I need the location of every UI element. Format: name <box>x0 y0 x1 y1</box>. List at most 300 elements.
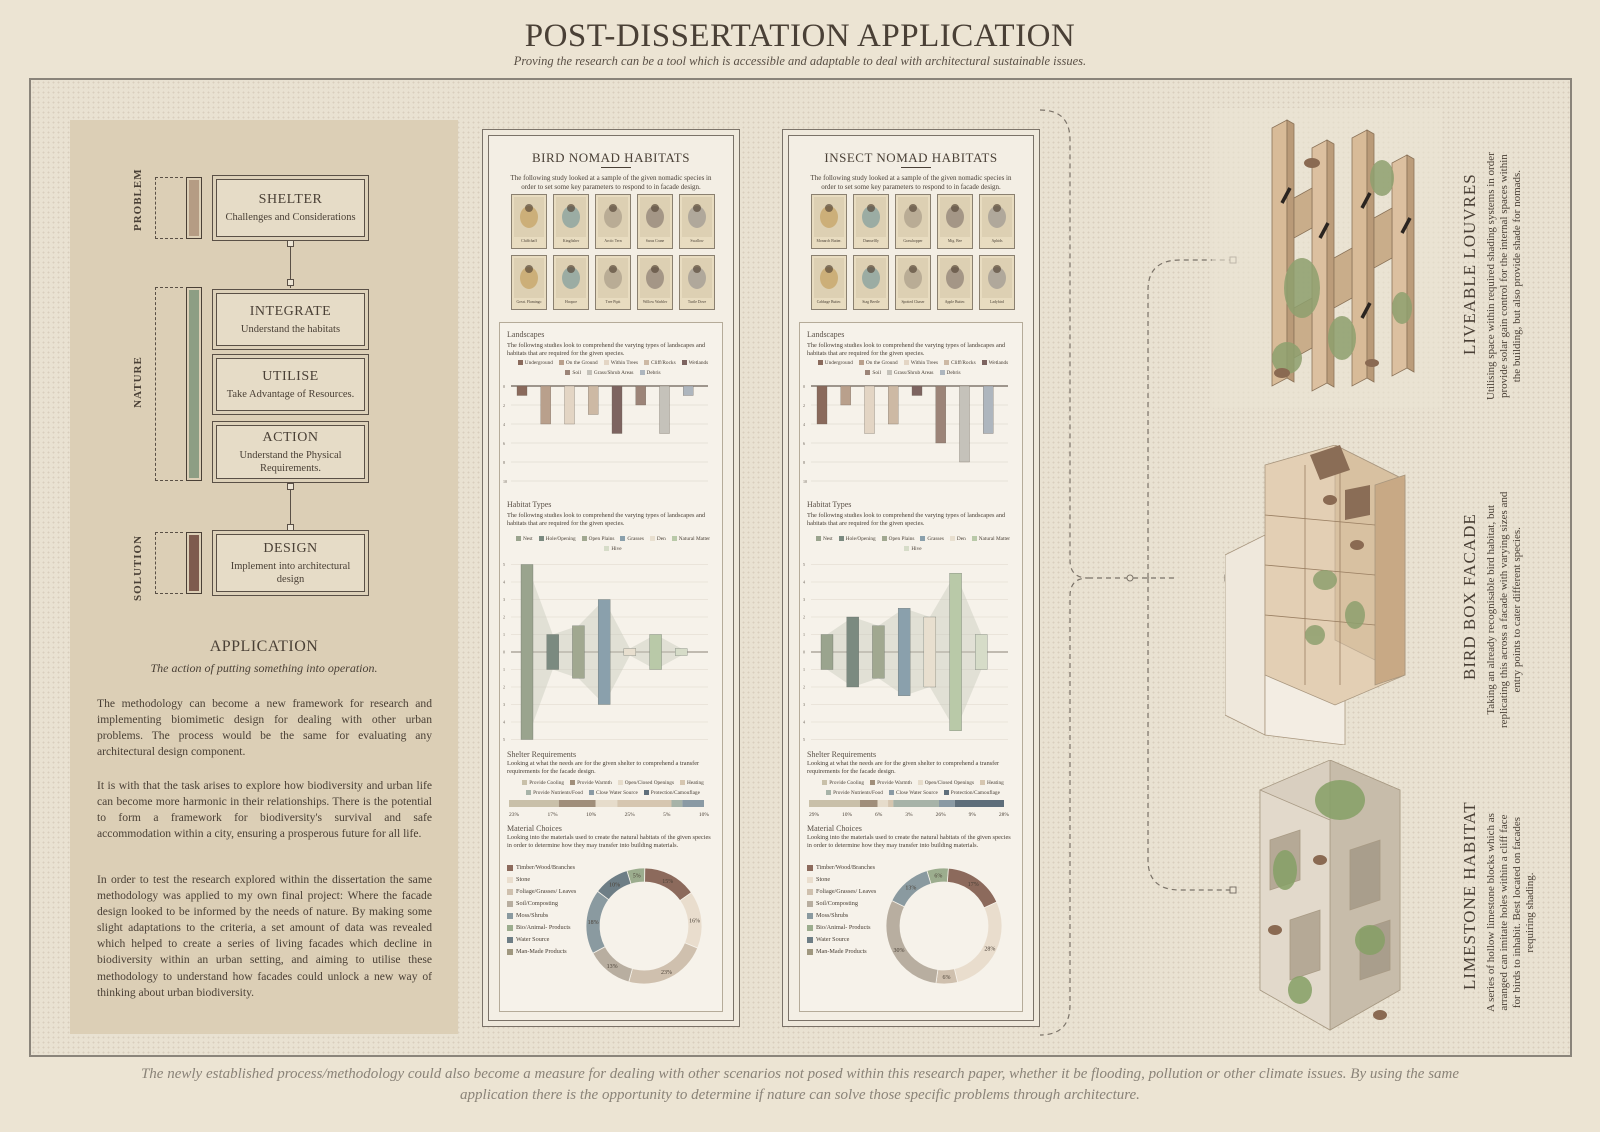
legend-item <box>604 358 638 368</box>
species-name: Willow Warbler <box>642 300 668 304</box>
legend-label: Nest <box>522 536 533 542</box>
habitat-bar <box>624 649 636 656</box>
landscape-legend <box>507 358 719 378</box>
material-donut-chart <box>879 861 1009 991</box>
legend-item <box>518 358 553 368</box>
landscapes-desc: The following studies look to comprehend the varying types of landscapes and habitats that are required for the given species. <box>807 342 1006 357</box>
legend-swatch <box>859 360 864 365</box>
legend-label: Moss/Shrubs <box>816 912 849 919</box>
species-icon <box>856 260 886 296</box>
legend-swatch <box>807 901 813 907</box>
legend-swatch <box>620 536 625 541</box>
species-illustration <box>814 197 844 237</box>
box-desc: Understand the Physical Requirements. <box>239 449 342 474</box>
footer-note <box>20 1064 1580 1106</box>
landscape-bar <box>960 386 970 462</box>
legend-label: Den <box>656 536 666 542</box>
legend-item <box>565 368 581 378</box>
legend-swatch <box>644 360 649 365</box>
legend-swatch <box>559 360 564 365</box>
legend-item <box>807 900 877 908</box>
species-card <box>937 194 973 249</box>
landscape-bar <box>841 386 851 405</box>
legend-item <box>982 358 1009 368</box>
legend-swatch <box>807 889 813 895</box>
connector-node <box>287 483 294 490</box>
donut-slice <box>629 943 698 984</box>
legend-item <box>980 778 1004 788</box>
species-icon <box>940 199 970 235</box>
species-icon <box>556 199 586 235</box>
legend-label: Hive <box>611 546 622 552</box>
tick-label: 2 <box>803 684 805 690</box>
shelter-desc: Looking at what the needs are for the given shelter to comprehend a transfer requirements for the facade design. <box>807 760 1000 775</box>
legend-label: Debris <box>646 370 661 376</box>
limestone-habitat-title: LIMESTONE HABITAT <box>1460 801 1479 990</box>
legend-swatch <box>822 780 827 785</box>
legend-swatch <box>816 536 821 541</box>
legend-swatch <box>507 877 513 883</box>
legend-swatch <box>980 780 985 785</box>
tick-label: 4 <box>803 719 805 725</box>
legend-item <box>816 534 833 544</box>
species-icon <box>814 199 844 235</box>
title-underline <box>901 167 931 168</box>
tick-label: 0 <box>803 384 805 389</box>
legend-label: Man-Made Products <box>516 948 567 955</box>
legend-item <box>904 358 938 368</box>
legend-swatch <box>522 780 527 785</box>
species-name: Arctic Tern <box>604 239 622 243</box>
species-illustration <box>898 197 928 237</box>
application-paragraph: It is with that the task arises to explore how biodiversity and urban life can become more harmonic in their relationships. There is the potential to form a framework for biodiversity's survival and safe accommodation within a city, ensuring a prosperous future for all life. <box>97 779 432 841</box>
legend-item <box>559 358 598 368</box>
tick-label: 3 <box>503 597 505 602</box>
legend-swatch <box>807 865 813 871</box>
framework-box-utilise <box>212 354 369 415</box>
legend-swatch <box>507 937 513 943</box>
legend-item <box>570 778 612 788</box>
label-nature: NATURE <box>132 356 144 408</box>
legend-item <box>882 534 915 544</box>
legend-label: Close Water Source <box>895 790 938 796</box>
habitat-title: Habitat Types <box>807 500 852 509</box>
legend-item <box>618 778 674 788</box>
legend-swatch <box>887 370 892 375</box>
liveable-louvres-title: LIVEABLE LOUVRES <box>1460 173 1479 355</box>
legend-label: Grasses <box>627 536 644 542</box>
legend-label: Bio/Animal- Products <box>516 924 571 931</box>
desc-line: Utilising space within required shading systems in order <box>1485 152 1497 400</box>
legend-swatch <box>865 370 870 375</box>
tick-label: 0 <box>803 649 805 655</box>
species-head <box>867 265 875 273</box>
legend-label: Protection/Camouflage <box>950 790 1000 796</box>
legend-item <box>807 888 877 896</box>
legend-item <box>507 936 577 944</box>
species-name: Stag Beetle <box>862 300 880 304</box>
legend-swatch <box>582 536 587 541</box>
legend-swatch <box>944 360 949 365</box>
legend-label: Grass/Shrub Areas <box>893 370 934 376</box>
species-icon <box>640 199 670 235</box>
species-head <box>909 265 917 273</box>
label-problem: PROBLEM <box>132 168 144 231</box>
legend-label: On the Ground <box>565 360 598 366</box>
landscape-bar-chart <box>503 380 713 490</box>
species-card <box>553 255 589 310</box>
material-desc: Looking into the materials used to create the natural habitats of the given species in order to determine how they may transfer into building materials. <box>807 834 1011 849</box>
legend-label: Protection/Camouflage <box>650 790 700 796</box>
tick-label: 5 <box>803 562 805 567</box>
legend-label: Hole/Opening <box>545 536 576 542</box>
species-illustration <box>598 197 628 237</box>
legend-item <box>644 788 700 798</box>
limestone-habitat-desc <box>1485 813 1537 1012</box>
legend-swatch <box>518 360 523 365</box>
legend-label: Timber/Wood/Branches <box>516 864 576 871</box>
desc-line: arranged can imitate holes within a cliff face <box>1498 814 1510 1011</box>
tick-label: 6 <box>503 441 505 446</box>
shelter-pct: 5% <box>663 812 671 818</box>
landscape-bar <box>660 386 670 434</box>
legend-item <box>807 864 877 872</box>
tick-label: 3 <box>803 597 805 602</box>
legend-swatch <box>507 949 513 955</box>
donut-label: 17% <box>967 882 979 889</box>
shelter-segment <box>939 800 955 807</box>
tick-label: 2 <box>803 403 805 408</box>
shelter-segment <box>860 800 878 807</box>
donut-label: 23% <box>661 969 673 976</box>
connector-node <box>287 279 294 286</box>
legend-swatch <box>950 536 955 541</box>
legend-item <box>818 358 853 368</box>
legend-swatch <box>972 536 977 541</box>
species-card <box>895 255 931 310</box>
donut-label: 5% <box>632 873 641 880</box>
species-card <box>679 255 715 310</box>
species-name: Cabbage Butter. <box>816 300 842 304</box>
legend-label: Bio/Animal- Products <box>816 924 871 931</box>
shelter-segment <box>955 800 1004 807</box>
legend-label: Timber/Wood/Branches <box>816 864 876 871</box>
species-illustration <box>598 258 628 298</box>
species-name: Grasshopper <box>903 239 923 243</box>
legend-label: Heating <box>987 780 1004 786</box>
legend-label: On the Ground <box>865 360 898 366</box>
species-card <box>637 255 673 310</box>
donut-label: 30% <box>893 947 905 954</box>
legend-swatch <box>680 780 685 785</box>
bird-box-facade-title: BIRD BOX FACADE <box>1460 513 1479 680</box>
shelter-segment <box>809 800 860 807</box>
species-icon <box>598 199 628 235</box>
shelter-title: Shelter Requirements <box>507 750 577 759</box>
material-donut-chart <box>579 861 709 991</box>
shelter-legend <box>807 778 1019 798</box>
legend-item <box>944 788 1000 798</box>
species-illustration <box>898 258 928 298</box>
framework-box-integrate <box>212 289 369 350</box>
species-icon <box>940 260 970 296</box>
legend-swatch <box>807 949 813 955</box>
box-desc: Understand the habitats <box>240 323 341 335</box>
species-card <box>511 194 547 249</box>
species-illustration <box>982 258 1012 298</box>
habitat-bar <box>975 635 987 670</box>
shelter-stacked-bar <box>509 800 709 810</box>
insect-habitats-panel <box>782 129 1040 1027</box>
tick-label: 2 <box>503 614 505 620</box>
legend-swatch <box>604 360 609 365</box>
colorbar-problem <box>186 177 202 239</box>
species-name: Chiffchaff <box>521 239 537 243</box>
legend-label: Wetlands <box>688 360 709 366</box>
colorbar-solution <box>186 532 202 594</box>
legend-label: Cliff/Rocks <box>651 360 676 366</box>
desc-line: requiring shading. <box>1524 872 1536 953</box>
species-head <box>651 265 659 273</box>
species-card <box>679 194 715 249</box>
liveable-louvres-illustration <box>1212 108 1442 408</box>
species-icon <box>856 199 886 235</box>
shelter-percentages <box>809 812 1009 818</box>
legend-swatch <box>644 790 649 795</box>
legend-label: Provide Cooling <box>829 780 865 786</box>
shelter-segment <box>878 800 889 807</box>
legend-label: Stone <box>816 876 831 883</box>
material-desc: Looking into the materials used to create the natural habitats of the given species in order to determine how they may transfer into building materials. <box>507 834 711 849</box>
legend-item <box>582 534 615 544</box>
legend-item <box>944 358 976 368</box>
box-title: UTILISE <box>262 368 319 384</box>
legend-swatch <box>672 536 677 541</box>
legend-item <box>507 948 577 956</box>
species-head <box>525 204 533 212</box>
legend-label: Soil/Composting <box>516 900 558 907</box>
species-head <box>651 204 659 212</box>
habitat-bar <box>924 617 936 687</box>
tick-label: 3 <box>803 702 805 707</box>
legend-swatch <box>920 536 925 541</box>
tick-label: 4 <box>503 579 505 585</box>
donut-label: 6% <box>934 873 943 880</box>
species-card <box>811 194 847 249</box>
tick-label: 1 <box>503 632 505 637</box>
landscape-legend <box>807 358 1019 378</box>
colorbar-nature <box>186 287 202 481</box>
species-head <box>825 204 833 212</box>
legend-label: Within Trees <box>610 360 639 366</box>
desc-line: provide solar gain control for the internal spaces within <box>1498 154 1510 398</box>
material-title: Material Choices <box>507 824 562 833</box>
landscape-bar <box>936 386 946 443</box>
species-head <box>609 265 617 273</box>
framework-box-design <box>212 530 369 596</box>
shelter-segment <box>682 800 704 807</box>
legend-swatch <box>807 913 813 919</box>
species-head <box>993 265 1001 273</box>
legend-label: Hive <box>911 546 922 552</box>
species-illustration <box>682 197 712 237</box>
tick-label: 8 <box>503 460 505 465</box>
shelter-pct: 28% <box>998 812 1009 818</box>
limestone-habitat-illustration <box>1230 760 1430 1040</box>
legend-label: Provide Warmth <box>577 780 612 786</box>
legend-item <box>522 778 564 788</box>
tick-label: 4 <box>503 719 505 725</box>
panel-title: BIRD NOMAD HABITATS <box>532 150 690 165</box>
shelter-segment <box>596 800 618 807</box>
landscape-bar <box>636 386 646 405</box>
legend-swatch <box>807 925 813 931</box>
legend-label: Provide Nutrients/Food <box>833 790 883 796</box>
shelter-segment <box>617 800 671 807</box>
material-legend <box>507 864 577 960</box>
bird-habitats-panel <box>482 129 740 1027</box>
species-name: Monarch Butter. <box>816 239 842 243</box>
habitat-bar <box>598 600 610 705</box>
legend-label: Man-Made Products <box>816 948 867 955</box>
shelter-pct: 17% <box>547 812 558 818</box>
tick-label: 5 <box>503 562 505 567</box>
legend-item <box>865 368 881 378</box>
habitat-legend <box>507 534 719 554</box>
species-illustration <box>982 197 1012 237</box>
desc-line: replicating this across a facade with varying sizes and <box>1498 491 1510 728</box>
donut-label: 28% <box>984 946 996 953</box>
legend-swatch <box>889 790 894 795</box>
species-head <box>867 204 875 212</box>
tick-label: 1 <box>503 667 505 672</box>
landscape-bar <box>983 386 993 434</box>
legend-swatch <box>526 790 531 795</box>
bracket-solution <box>155 532 183 594</box>
page-subtitle: Proving the research can be a tool which is accessible and adaptable to deal with architectural sustainable issues. <box>513 54 1087 68</box>
species-card <box>895 194 931 249</box>
legend-swatch <box>650 536 655 541</box>
tick-label: 6 <box>803 441 805 446</box>
box-title: ACTION <box>262 429 319 445</box>
legend-item <box>644 358 676 368</box>
shelter-pct: 10% <box>698 812 709 818</box>
species-head <box>825 265 833 273</box>
habitat-bar <box>547 635 559 670</box>
species-illustration <box>640 197 670 237</box>
species-head <box>525 265 533 273</box>
box-title: INTEGRATE <box>249 303 332 319</box>
species-illustration <box>682 258 712 298</box>
species-head <box>567 265 575 273</box>
species-illustration <box>640 258 670 298</box>
species-name: Spotted Chaser <box>901 300 925 304</box>
bird-box-facade-desc <box>1485 492 1524 728</box>
material-legend <box>807 864 877 960</box>
legend-item <box>516 534 533 544</box>
donut-label: 13% <box>606 963 618 970</box>
habitat-bar <box>872 626 884 679</box>
species-head <box>993 204 1001 212</box>
species-icon <box>898 260 928 296</box>
species-illustration <box>814 258 844 298</box>
shelter-segment <box>893 800 939 807</box>
habitat-bar <box>521 565 533 740</box>
legend-item <box>918 778 974 788</box>
material-title: Material Choices <box>807 824 862 833</box>
tick-label: 1 <box>803 667 805 672</box>
tick-label: 5 <box>803 737 805 742</box>
species-card <box>595 194 631 249</box>
legend-swatch <box>618 780 623 785</box>
species-head <box>567 204 575 212</box>
landscape-bar <box>541 386 551 424</box>
tick-label: 2 <box>503 684 505 690</box>
application-paragraph: In order to test the research explored within the dissertation the same methodology was applied to my own final project: Where the facade design looked to be informed by the needs of nature. By making some slight adaptations to the criteria, a set amount of data was revealed which helped to create a series of living facades which decline in biodiversity within an urban setting, and aiming to utilise these methodology to understand how facades could unlock a new way of thinking about urban biodiversity. <box>97 873 432 999</box>
legend-item <box>807 912 877 920</box>
habitat-title: Habitat Types <box>507 500 552 509</box>
species-name: Sarus Crane <box>645 239 665 243</box>
tick-label: 2 <box>803 614 805 620</box>
species-illustration <box>856 258 886 298</box>
tick-label: 5 <box>503 737 505 742</box>
species-icon <box>556 260 586 296</box>
legend-swatch <box>507 925 513 931</box>
legend-item <box>526 788 583 798</box>
species-icon <box>514 260 544 296</box>
landscapes-title: Landscapes <box>507 330 545 339</box>
tick-label: 2 <box>503 403 505 408</box>
label-solution: SOLUTION <box>132 534 144 602</box>
legend-item <box>507 876 577 884</box>
legend-label: Within Trees <box>910 360 939 366</box>
legend-swatch <box>839 536 844 541</box>
liveable-louvres-desc <box>1485 152 1524 400</box>
legend-swatch <box>507 865 513 871</box>
legend-label: Open/Closed Openings <box>924 780 975 786</box>
species-illustration <box>940 197 970 237</box>
legend-swatch <box>870 780 875 785</box>
legend-item <box>507 864 577 872</box>
tick-label: 0 <box>503 384 505 389</box>
legend-item <box>807 924 877 932</box>
tick-label: 0 <box>503 649 505 655</box>
species-head <box>693 265 701 273</box>
application-paragraph: The methodology can become a new framework for research and implementing biomimetic design for dealing with other urban problems. The process would be the same for evaluating any architectural design component. <box>97 697 432 759</box>
legend-item <box>672 534 710 544</box>
species-name: Ladybird <box>990 300 1004 304</box>
species-illustration <box>856 197 886 237</box>
legend-swatch <box>640 370 645 375</box>
legend-label: Nest <box>822 536 833 542</box>
legend-swatch <box>565 370 570 375</box>
shelter-percentages <box>509 812 709 818</box>
framework-box-shelter <box>212 175 369 241</box>
legend-label: Underground <box>824 360 853 366</box>
legend-label: Provide Cooling <box>529 780 565 786</box>
species-card <box>637 194 673 249</box>
species-icon <box>814 260 844 296</box>
legend-item <box>887 368 934 378</box>
donut-label: 18% <box>587 920 599 927</box>
donut-slice <box>954 902 1002 982</box>
legend-item <box>826 788 883 798</box>
legend-item <box>539 534 576 544</box>
legend-swatch <box>682 360 687 365</box>
legend-swatch <box>918 780 923 785</box>
legend-swatch <box>818 360 823 365</box>
legend-label: Provide Nutrients/Food <box>533 790 583 796</box>
